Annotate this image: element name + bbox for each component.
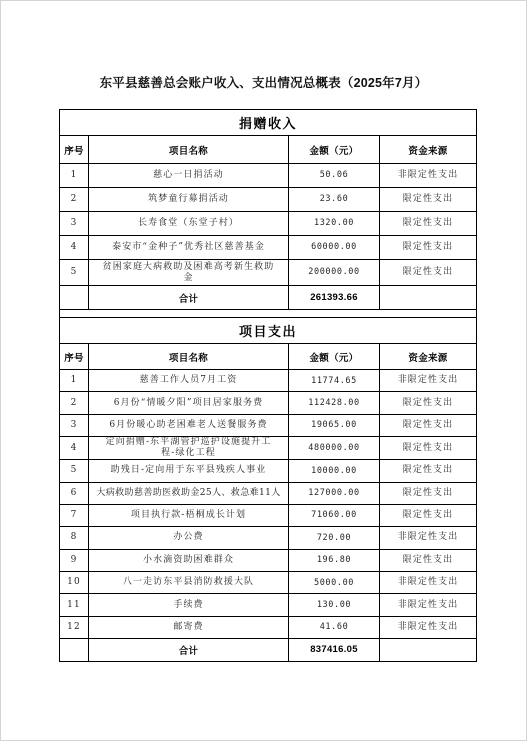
row-number-cell: 11	[60, 594, 89, 616]
expense-column-header-row	[60, 344, 477, 370]
item-name-cell: 6月份暖心助老困难老人送餐服务费	[89, 414, 289, 436]
amount-cell: 5000.00	[289, 572, 380, 594]
item-name-cell: 慈善工作人员7月工资	[89, 370, 289, 392]
item-name-cell: 筑梦童行募捐活动	[89, 188, 289, 212]
expense-row	[60, 504, 477, 526]
amount-cell: 112428.00	[289, 392, 380, 414]
item-name-cell: 慈心一日捐活动	[89, 164, 289, 188]
fund-source-cell: 限定性支出	[380, 260, 477, 286]
item-name-cell: 长寿食堂（东堂子村）	[89, 212, 289, 236]
fund-source-cell: 限定性支出	[380, 392, 477, 414]
expense-row	[60, 616, 477, 638]
item-name-cell: 泰安市“金种子”优秀社区慈善基金	[89, 236, 289, 260]
total-label: 合计	[89, 639, 289, 661]
amount-cell: 10000.00	[289, 460, 380, 482]
expense-row	[60, 437, 477, 460]
item-name-cell: 八一走访东平县消防救援大队	[89, 572, 289, 594]
fund-source-cell: 非限定性支出	[380, 572, 477, 594]
amount-cell: 720.00	[289, 527, 380, 549]
expense-row	[60, 414, 477, 436]
fund-source-cell: 限定性支出	[380, 414, 477, 436]
empty-cell	[60, 639, 89, 661]
row-number-cell: 5	[60, 460, 89, 482]
item-name-cell: 项目执行款-梧桐成长计划	[89, 504, 289, 526]
row-number-cell: 10	[60, 572, 89, 594]
amount-cell: 200000.00	[289, 260, 380, 286]
item-name-cell: 定向捐赠-东平湖管护巡护设施提升工程-绿化工程	[89, 437, 289, 460]
expense-row	[60, 392, 477, 414]
amount-cell: 50.06	[289, 164, 380, 188]
fund-source-cell: 非限定性支出	[380, 527, 477, 549]
empty-cell	[380, 286, 477, 310]
income-row	[60, 212, 477, 236]
column-header-fund-source: 资金来源	[380, 136, 477, 164]
amount-cell: 71060.00	[289, 504, 380, 526]
expense-section-header-row	[60, 318, 477, 344]
row-number-cell: 1	[60, 164, 89, 188]
total-amount: 837416.05	[289, 639, 380, 661]
column-header-no: 序号	[60, 344, 89, 370]
income-column-header-row	[60, 136, 477, 164]
amount-cell: 130.00	[289, 594, 380, 616]
item-name-cell: 大病救助慈善助医救助金25人、救急难11人	[89, 482, 289, 504]
amount-cell: 1320.00	[289, 212, 380, 236]
income-row	[60, 236, 477, 260]
column-header-item-name: 项目名称	[89, 344, 289, 370]
fund-source-cell: 限定性支出	[380, 460, 477, 482]
item-name-cell: 助残日-定向用于东平县残疾人事业	[89, 460, 289, 482]
row-number-cell: 8	[60, 527, 89, 549]
income-total-row	[60, 286, 477, 310]
column-header-fund-source: 资金来源	[380, 344, 477, 370]
item-name-cell: 6月份“情暖夕阳”项目居家服务费	[89, 392, 289, 414]
column-header-no: 序号	[60, 136, 89, 164]
income-row	[60, 188, 477, 212]
document-title: 东平县慈善总会账户收入、支出情况总概表（2025年7月）	[99, 76, 428, 90]
amount-cell: 196.80	[289, 549, 380, 571]
expense-row	[60, 460, 477, 482]
amount-cell: 127000.00	[289, 482, 380, 504]
expense-row	[60, 527, 477, 549]
item-name-cell: 办公费	[89, 527, 289, 549]
total-label: 合计	[89, 286, 289, 310]
item-name-cell: 邮寄费	[89, 616, 289, 638]
column-header-item-name: 项目名称	[89, 136, 289, 164]
fund-source-cell: 限定性支出	[380, 236, 477, 260]
fund-source-cell: 限定性支出	[380, 188, 477, 212]
expense-section-heading: 项目支出	[60, 318, 477, 344]
expense-total-row	[60, 639, 477, 661]
section-spacer-row	[60, 310, 477, 318]
fund-source-cell: 限定性支出	[380, 549, 477, 571]
row-number-cell: 12	[60, 616, 89, 638]
row-number-cell: 9	[60, 549, 89, 571]
fund-source-cell: 非限定性支出	[380, 616, 477, 638]
expense-row	[60, 482, 477, 504]
amount-cell: 11774.65	[289, 370, 380, 392]
row-number-cell: 6	[60, 482, 89, 504]
spacer-cell	[60, 310, 477, 318]
fund-source-cell: 限定性支出	[380, 212, 477, 236]
fund-source-cell: 限定性支出	[380, 482, 477, 504]
item-name-cell: 贫困家庭大病救助及困难高考新生救助金	[89, 260, 289, 286]
row-number-cell: 7	[60, 504, 89, 526]
row-number-cell: 5	[60, 260, 89, 286]
item-name-cell: 手续费	[89, 594, 289, 616]
amount-cell: 19065.00	[289, 414, 380, 436]
row-number-cell: 2	[60, 188, 89, 212]
item-name-cell: 小水滴资助困难群众	[89, 549, 289, 571]
summary-table	[59, 109, 477, 662]
column-header-amount: 金额（元）	[289, 344, 380, 370]
empty-cell	[60, 286, 89, 310]
income-section-heading: 捐赠收入	[60, 110, 477, 136]
income-section-header-row	[60, 110, 477, 136]
expense-row	[60, 572, 477, 594]
amount-cell: 41.60	[289, 616, 380, 638]
fund-source-cell: 限定性支出	[380, 437, 477, 460]
amount-cell: 60000.00	[289, 236, 380, 260]
fund-source-cell: 非限定性支出	[380, 370, 477, 392]
row-number-cell: 4	[60, 437, 89, 460]
amount-cell: 23.60	[289, 188, 380, 212]
amount-cell: 480000.00	[289, 437, 380, 460]
expense-row	[60, 594, 477, 616]
row-number-cell: 1	[60, 370, 89, 392]
income-row	[60, 260, 477, 286]
row-number-cell: 4	[60, 236, 89, 260]
row-number-cell: 2	[60, 392, 89, 414]
row-number-cell: 3	[60, 414, 89, 436]
total-amount: 261393.66	[289, 286, 380, 310]
expense-row	[60, 549, 477, 571]
expense-row	[60, 370, 477, 392]
fund-source-cell: 非限定性支出	[380, 594, 477, 616]
row-number-cell: 3	[60, 212, 89, 236]
fund-source-cell: 限定性支出	[380, 504, 477, 526]
income-row	[60, 164, 477, 188]
column-header-amount: 金额（元）	[289, 136, 380, 164]
empty-cell	[380, 639, 477, 661]
fund-source-cell: 非限定性支出	[380, 164, 477, 188]
